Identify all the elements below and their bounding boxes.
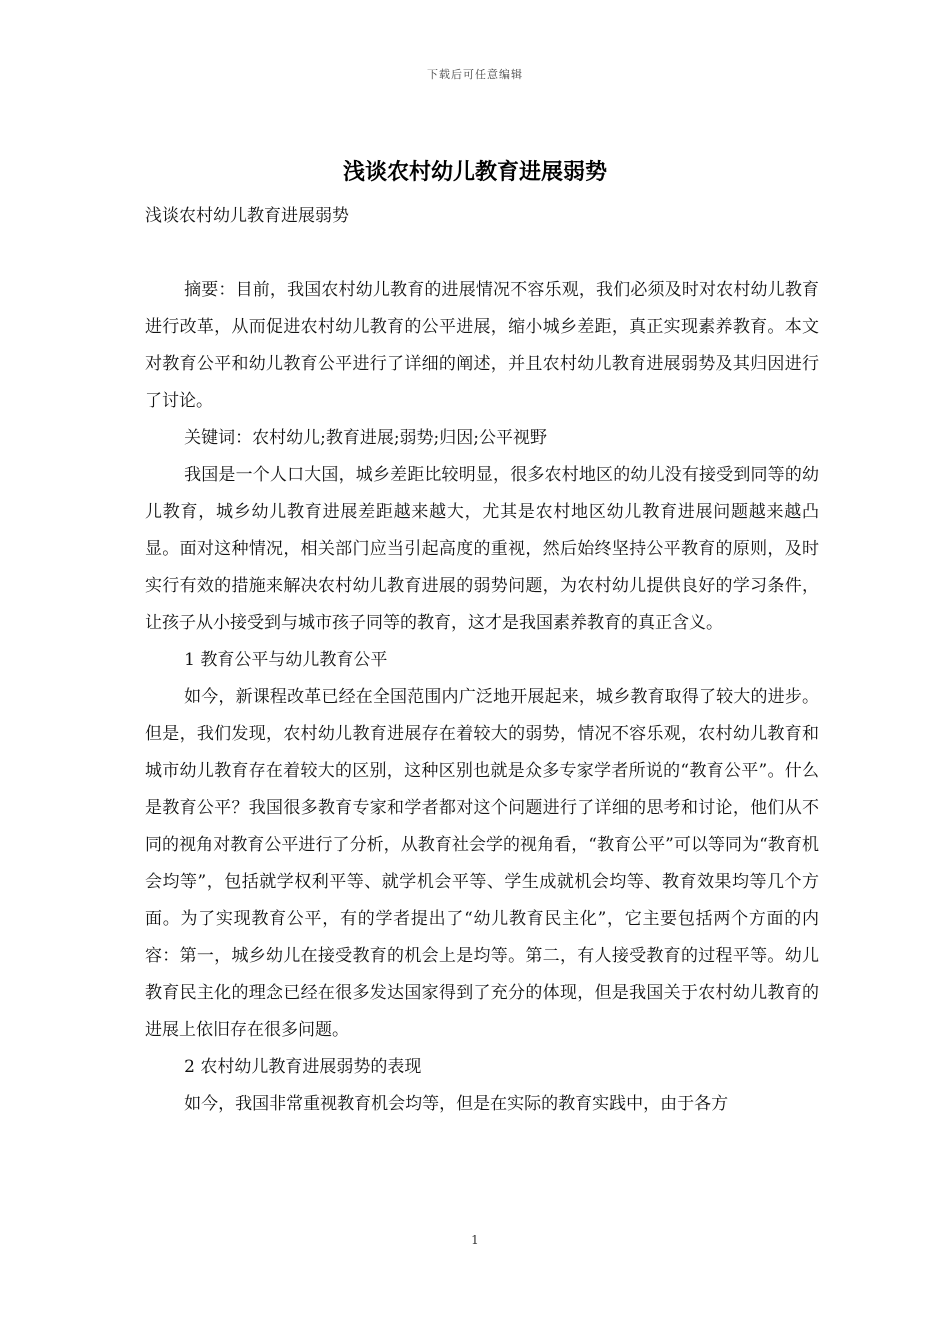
header-note: 下载后可任意编辑: [427, 68, 523, 81]
abstract-paragraph: 摘要：目前，我国农村幼儿教育的进展情况不容乐观，我们必须及时对农村幼儿教育进行改革，从而促进农村幼儿教育的公平进展，缩小城乡差距，真正实现素养教育。本文对教育公平和幼儿教育公平进行了详细的阐述，并且农村幼儿教育进展弱势及其归因进行了讨论。: [145, 280, 819, 411]
section1-paragraph: 如今，新课程改革已经在全国范围内广泛地开展起来，城乡教育取得了较大的进步。但是，我们发现，农村幼儿教育进展存在着较大的弱势，情况不容乐观，农村幼儿教育和城市幼儿教育存在着较大的区别，这种区别也就是众多专家学者所说的“教育公平”。什么是教育公平？我国很多教育专家和学者都对这个问题进行了详细的思考和讨论，他们从不同的视角对教育公平进行了分析，从教育社会学的视角看，“教育公平”可以等同为“教育机会均等”，包括就学权利平等、就学机会平等、学生成就机会均等、教育效果均等几个方面。为了实现教育公平，有的学者提出了“幼儿教育民主化”，它主要包括两个方面的内容：第一，城乡幼儿在接受教育的机会上是均等。第二，有人接受教育的过程平等。幼儿教育民主化的理念已经在很多发达国家得到了充分的体现，但是我国关于农村幼儿教育的进展上依旧存在很多问题。: [145, 687, 819, 1040]
document-title: 浅谈农村幼儿教育进展弱势: [342, 160, 607, 185]
section2-heading: 2 农村幼儿教育进展弱势的表现: [184, 1057, 422, 1077]
keywords-paragraph: 关键词：农村幼儿;教育进展;弱势;归因;公平视野: [184, 428, 548, 448]
section2-paragraph: 如今，我国非常重视教育机会均等，但是在实际的教育实践中，由于各方: [184, 1094, 729, 1114]
page-number: 1: [471, 1233, 479, 1247]
intro-paragraph: 我国是一个人口大国，城乡差距比较明显，很多农村地区的幼儿没有接受到同等的幼儿教育，城乡幼儿教育进展差距越来越大，尤其是农村地区幼儿教育进展问题越来越凸显。面对这种情况，相关部门应当引起高度的重视，然后始终坚持公平教育的原则，及时实行有效的措施来解决农村幼儿教育进展的弱势问题，为农村幼儿提供良好的学习条件，让孩子从小接受到与城市孩子同等的教育，这才是我国素养教育的真正含义。: [145, 465, 819, 633]
document-body: [145, 198, 819, 1123]
section1-heading: 1 教育公平与幼儿教育公平: [184, 650, 388, 670]
document-subtitle: 浅谈农村幼儿教育进展弱势: [145, 206, 349, 226]
